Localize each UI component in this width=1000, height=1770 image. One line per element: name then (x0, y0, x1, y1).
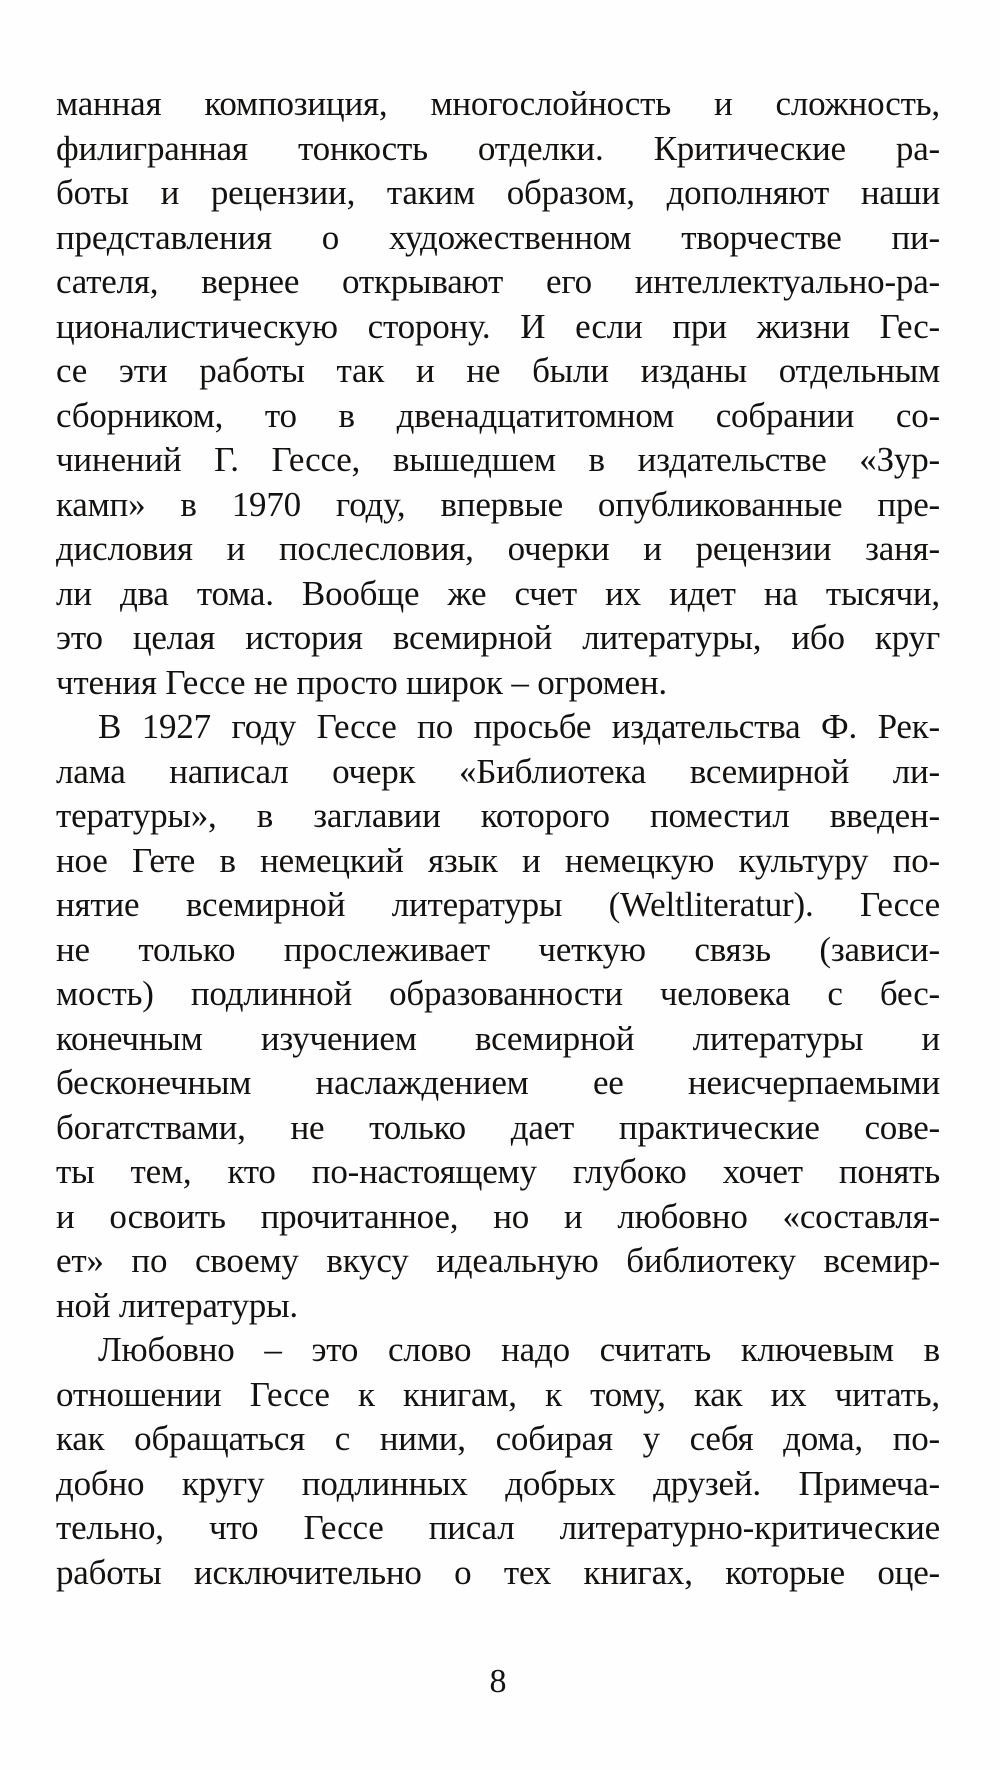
text-line: богатствами, не только дает практические сове- (56, 1107, 940, 1147)
text-line: се эти работы так и не были изданы отдельным (56, 351, 940, 390)
text-line: чинений Г. Гессе, вышедшем в издательстве «Зур- (56, 440, 940, 479)
text-line: сборником, то в двенадцатитомном собрании со- (56, 395, 940, 435)
text-line: ционалистическую сторону. И если при жизни Гес- (56, 306, 940, 346)
page-number: 8 (489, 1663, 507, 1700)
text-line: филигранная тонкость отделки. Критические ра- (56, 128, 940, 168)
text-line: Любовно – это слово надо считать ключевым в (98, 1330, 940, 1369)
text-line: бесконечным наслаждением ее неисчерпаемыми (56, 1063, 940, 1102)
text-line: лама написал очерк «Библиотека всемирной ли- (56, 751, 940, 791)
text-line: чтения Гессе не просто широк – огромен. (56, 662, 667, 702)
text-line: тературы», в заглавии которого поместил введен- (56, 796, 940, 835)
text-line: конечным изучением всемирной литературы и (56, 1018, 940, 1058)
text-line: нятие всемирной литературы (Weltliteratur). Гессе (56, 885, 940, 924)
text-line: не только прослеживает четкую связь (зависи- (56, 929, 940, 969)
text-line: тельно, что Гессе писал литературно-критические (56, 1508, 940, 1547)
text-line: работы исключительно о тех книгах, которые оце- (56, 1552, 940, 1592)
text-line: ет» по своему вкусу идеальную библиотеку всемир- (56, 1241, 940, 1280)
text-line: манная композиция, многослойность и сложность, (56, 84, 940, 123)
text-line: отношении Гессе к книгам, к тому, как их читать, (56, 1374, 940, 1414)
text-block (56, 82, 940, 1595)
text-line: это целая история всемирной литературы, ибо круг (56, 618, 940, 657)
text-line: как обращаться с ними, собирая у себя дома, по- (56, 1419, 940, 1458)
text-line: представления о художественном творчестве пи- (56, 217, 940, 257)
text-line: ной литературы. (56, 1285, 298, 1325)
text-line: боты и рецензии, таким образом, дополняют наши (56, 173, 940, 212)
text-line: В 1927 году Гессе по просьбе издательства Ф. Рек- (98, 707, 940, 746)
text-line: мость) подлинной образованности человека с бес- (56, 974, 940, 1013)
text-line: камп» в 1970 году, впервые опубликованные пре- (56, 484, 940, 524)
text-line: сателя, вернее открывают его интеллектуально-ра- (56, 262, 940, 301)
text-line: и освоить прочитанное, но и любовно «составля- (56, 1196, 940, 1236)
text-line: ты тем, кто по-настоящему глубоко хочет понять (56, 1152, 940, 1191)
text-line: дисловия и послесловия, очерки и рецензии заня- (56, 529, 940, 568)
text-line: ли два тома. Вообще же счет их идет на тысячи, (56, 573, 940, 613)
text-line: ное Гете в немецкий язык и немецкую культуру по- (56, 840, 940, 880)
text-line: добно кругу подлинных добрых друзей. Примеча- (56, 1463, 940, 1503)
